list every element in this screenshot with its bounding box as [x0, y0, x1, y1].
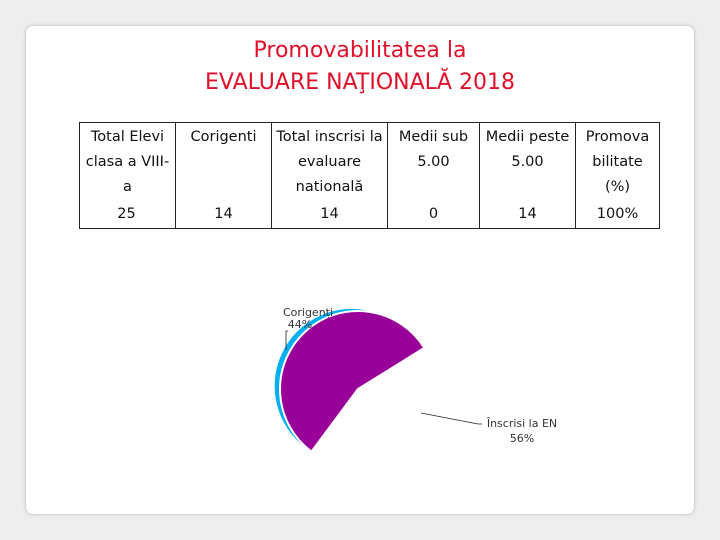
header-total-elevi: Total Elevi clasa a VIII-a	[80, 123, 176, 203]
header-corigenti: Corigenti	[176, 123, 272, 203]
title-line-2: EVALUARE NAŢIONALĂ 2018	[205, 70, 515, 95]
header-medii-sub: Medii sub 5.00	[388, 123, 480, 203]
header-medii-peste: Medii peste 5.00	[480, 123, 576, 203]
header-total-inscrisi: Total inscrisi la evaluare natională	[272, 123, 388, 203]
cell-promovabilitate: 100%	[576, 202, 660, 229]
cell-total-inscrisi: 14	[272, 202, 388, 229]
header-promovabilitate: Promova bilitate (%)	[576, 123, 660, 203]
title-line-1: Promovabilitatea la	[253, 38, 467, 63]
cell-medii-sub: 0	[388, 202, 480, 229]
cell-medii-peste: 14	[480, 202, 576, 229]
slice-value-corigenti: 44%	[287, 318, 313, 331]
slice-label-corigenti: Corigenți	[282, 306, 334, 319]
leader-line-inscrisi	[421, 413, 482, 424]
cell-corigenti: 14	[176, 202, 272, 229]
slice-label-inscrisi: Înscrisi la EN	[486, 417, 558, 430]
slice-value-inscrisi: 56%	[509, 432, 535, 445]
cell-total-elevi: 25	[80, 202, 176, 229]
